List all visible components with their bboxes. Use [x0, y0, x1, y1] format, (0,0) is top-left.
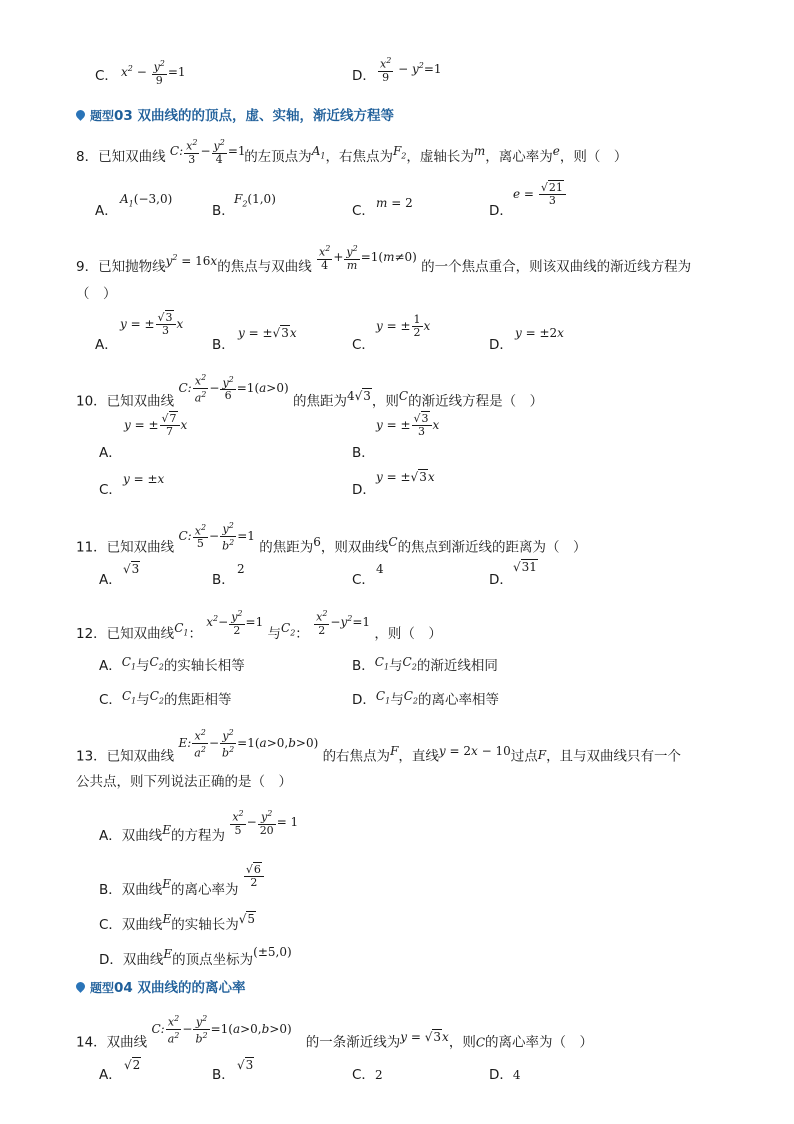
q9-option-c: C． — [352, 337, 375, 353]
q8-option-a-formula: $A_1(-3,0)$ — [120, 192, 173, 209]
q14-option-a-formula: √2 — [124, 1058, 141, 1072]
q13-stem: 13．已知双曲线 E: $\frac{x^2}{a^2}$ − $\frac{y^2}{b^2}$ =1(a>0,b>0) 的右焦点为F，直线y = 2x − 10过点F，且与双曲线只有一个 — [76, 741, 681, 773]
q8-option-b: B． — [212, 203, 235, 219]
q12-stem: 12．已知双曲线$C_1$： $x^2-$ $\frac{y^2}{2}$ =1 与$C_2$： $\frac{x^2}{2}$ $-y^2=1$ ，则（ ） — [76, 620, 442, 649]
q11-option-c: C． — [352, 572, 375, 588]
q11-hyperbola-formula: C: $\frac{x^2}{5}$ − $\frac{y^2}{b^2}$ =1 — [178, 521, 255, 553]
q8-option-d-formula: e = $\frac{√21}{3}$ — [513, 182, 567, 207]
q11-option-d-formula: √31 — [513, 560, 537, 574]
section-03-heading: 题型03 双曲线的的顶点，虚、实轴，渐近线方程等 — [76, 104, 394, 124]
q11-stem: 11．已知双曲线 C: $\frac{x^2}{5}$ − $\frac{y^2}{b^2}$ =1 的焦距为6，则双曲线C的焦点到渐近线的距离为（ ） — [76, 532, 587, 564]
q10-option-a: A． — [99, 445, 122, 461]
q13-stem-line2: 公共点，则下列说法正确的是（ ） — [76, 774, 292, 790]
q10-option-b: B． — [352, 445, 375, 461]
q7-option-c-formula: $x^2$ − $\frac{y^2}{9}$ =1 — [121, 59, 186, 87]
q11-option-b-value: 2 — [237, 562, 245, 576]
q11-option-c-value: 4 — [376, 562, 384, 576]
q14-option-c: C．2 — [352, 1067, 383, 1083]
q11-option-d: D． — [489, 572, 513, 588]
q12-c2-formula: $\frac{x^2}{2}$ $-y^2=1$ — [316, 609, 371, 637]
q9-option-a-formula: y = ± $\frac{√3}{3}$ x — [120, 311, 184, 337]
q10-hyperbola-formula: C: $\frac{x^2}{a^2}$ − $\frac{y^2}{6}$ =1(a>0) — [178, 373, 289, 405]
q10-stem: 10．已知双曲线 C: $\frac{x^2}{a^2}$ − $\frac{y^2}{6}$ =1(a>0) 的焦距为4√3，则C的渐近线方程是（ ） — [76, 386, 543, 418]
q8-option-b-formula: $F_2(1,0)$ — [234, 192, 276, 209]
q12-option-b: B．$C_1$与$C_2$的渐近线相同 — [352, 655, 498, 674]
q7-option-d-label: D． — [352, 68, 376, 84]
q13-option-d: D．双曲线E的顶点坐标为(±5,0) — [99, 945, 292, 968]
q14-option-a: A． — [99, 1067, 122, 1083]
q10-option-d-formula: y = ±√3x — [376, 470, 435, 484]
q9-stem: 9．已知抛物线$y^2 = 16x$的焦点与双曲线 $\frac{x^2}{4}$ + $\frac{y^2}{m}$ =1(m≠0) 的一个焦点重合，则该双曲线的渐近线方程为 — [76, 253, 691, 282]
q13-option-b: B．双曲线E的离心率为 $\frac{√6}{2}$ — [99, 878, 265, 903]
q13-hyperbola-formula: E: $\frac{x^2}{a^2}$ − $\frac{y^2}{b^2}$ =1(a>0,b>0) — [178, 728, 319, 760]
q9-option-b-formula: y = ±√3x — [238, 326, 297, 340]
map-pin-icon — [74, 980, 87, 993]
q9-hyperbola-formula: $\frac{x^2}{4}$ + $\frac{y^2}{m}$ =1(m≠0) — [319, 244, 417, 272]
q8-option-d: D． — [489, 203, 513, 219]
q11-option-b: B． — [212, 572, 235, 588]
q9-option-b: B． — [212, 337, 235, 353]
q7-option-d-formula: $\frac{x^2}{9}$ − $y^2=1$ — [380, 56, 442, 84]
q11-option-a: A． — [99, 572, 122, 588]
q12-option-a: A．$C_1$与$C_2$的实轴长相等 — [99, 655, 245, 674]
q7-option-d — [352, 64, 376, 84]
q14-option-d: D．4 — [489, 1067, 521, 1083]
q10-option-b-formula: y = ± $\frac{√3}{3}$ x — [376, 412, 440, 438]
q7-option-c — [95, 64, 118, 84]
q9-option-a: A． — [95, 337, 118, 353]
q9-stem-line2: （ ） — [76, 286, 117, 302]
q14-hyperbola-formula: C: $\frac{x^2}{a^2}$ − $\frac{y^2}{b^2}$ =1(a>0,b>0) — [151, 1014, 292, 1046]
q9-option-d: D． — [489, 337, 513, 353]
q8-option-c-formula: m = 2 — [376, 196, 413, 210]
q14-option-b-formula: √3 — [237, 1058, 254, 1072]
q12-option-c: C．$C_1$与$C_2$的焦距相等 — [99, 689, 232, 708]
q13-option-a: A．双曲线E的方程为 $\frac{x^2}{5}$ − $\frac{y^2}{20}$ = 1 — [99, 822, 298, 851]
q7-option-c-label: C． — [95, 68, 118, 84]
q8-option-a: A． — [95, 203, 118, 219]
q13-option-a-formula: $\frac{x^2}{5}$ − $\frac{y^2}{20}$ = 1 — [232, 809, 299, 837]
map-pin-icon — [74, 108, 87, 121]
q13-option-c: C．双曲线E的实轴长为√5 — [99, 912, 255, 933]
q10-option-c: C． — [99, 482, 122, 498]
q14-option-b: B． — [212, 1067, 235, 1083]
q10-option-d: D． — [352, 482, 376, 498]
q8-option-c: C． — [352, 203, 375, 219]
q13-option-b-formula: $\frac{√6}{2}$ — [243, 878, 265, 903]
q11-option-a-formula: √3 — [123, 562, 140, 576]
q12-c1-formula: $x^2-$ $\frac{y^2}{2}$ =1 — [206, 609, 264, 637]
q12-option-d: D．$C_1$与$C_2$的离心率相等 — [352, 689, 499, 708]
q14-stem: 14．双曲线 C: $\frac{x^2}{a^2}$ − $\frac{y^2}{b^2}$ =1(a>0,b>0) 的一条渐近线为y = √3x，则C的离心率为（ ） — [76, 1027, 593, 1059]
section-04-heading: 题型04 双曲线的的离心率 — [76, 976, 246, 996]
q9-option-d-formula: y = ±2x — [515, 326, 564, 340]
q10-option-a-formula: y = ± $\frac{√7}{7}$ x — [124, 412, 188, 438]
q9-option-c-formula: y = ± $\frac{1}{2}$ x — [376, 313, 431, 339]
q8-hyperbola-formula: C: $\frac{x^2}{3}$ − $\frac{y^2}{4}$ =1 — [169, 138, 246, 166]
q10-option-c-formula: y = ±x — [123, 472, 165, 486]
q8-stem: 8．已知双曲线 C: $\frac{x^2}{3}$ − $\frac{y^2}{4}$ =1 的左顶点为$A_1$，右焦点为$F_2$，虚轴长为m，离心率为e，则（ ） — [76, 143, 627, 172]
